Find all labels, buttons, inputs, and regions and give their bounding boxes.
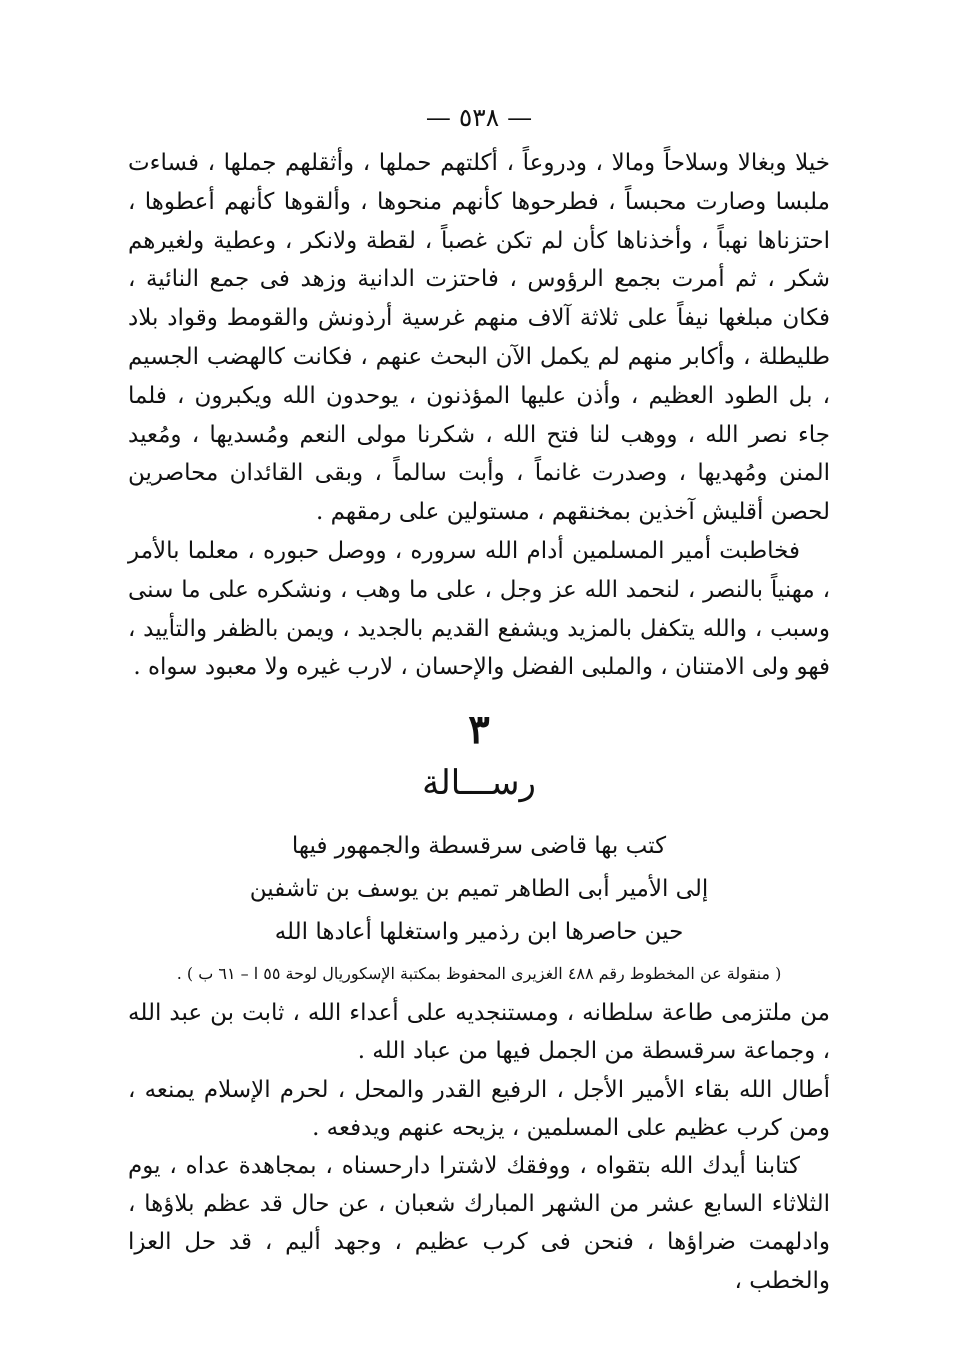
heading-line-3: حين حاصرها ابن رذمير واستغلها أعادها الله	[274, 919, 684, 946]
section-title: رســـالة	[422, 763, 536, 804]
paragraph-2: فخاطبت أمير المسلمين أدام الله سروره ، ووصل حبوره ، معلما بالأمر ، مهنياً بالنصر ، لنحمد الله عز وجل ، على ما وهب ، ونشكره على ما سنى وسبب ، والله يتكفل بالمزيد ويشفع القديم بالجديد ، ويمن بالظفر والتأييد ، فهو ولى الامتنان ، والملبى الفضل والإحسان ، لارب غيره ولا معبود سواه .	[128, 537, 830, 681]
paragraph-1: خيلا وبغالا وسلاحاً ومالا ، ودروعاً ، أكلتهم حملها ، وأثقلهم جملها ، فساءت ملبسا وصارت محبساً ، فطرحوها كأنهم منحوها ، وألقوها كأنهم أعطوها ، احتزناها نهباً ، وأخذناها كأن لم تكن غصباً ، لقطة ولانكر ، وعطية ولغيرهم شكر ، ثم أمرت بجمع الرؤوس ، فاحتزت الدانية وزهد فى جمع النائية ، فكان مبلغها نيفاً على ثلاثة آلاف منهم غرسية أرذونش والقومط وقواد بلاد طليطلة ، وأكابر منهم لم يكمل الآن البحث عنهم ، فكانت كالهضب الجسيم ، بل الطود العظيم ، وأذن عليها المؤذنون ، يوحدون الله ويكبرون ، فلما جاء نصر الله ، ووهب لنا فتح الله ، شكرنا مولى النعم ومُسديها ، ومُعيد المنن ومُهديها ، وصدرت غانماً ، وأبت سالماً ، وبقى القائدان محاصرين لحصن أقليش آخذين بمخنقهم ، مستولين على رمقهم .	[128, 150, 830, 526]
heading-line-1: كتب بها قاضى سرقسطة والجمهور فيها	[291, 833, 667, 860]
source-note: ( منقولة عن المخطوط رقم ٤٨٨ الغزيرى المحفوظ بمكتبة الإسكوريال لوحة ٥٥ ا – ٦١ ب ) .	[176, 964, 782, 984]
letter-paragraph-1: من ملتزمى طاعة سلطانه ، ومستنجديه على أعداء الله ، ثابت بن عبد الله ، وجماعة سرقسطة من الجمل فيها من عباد الله .	[128, 1000, 830, 1065]
top-text-block	[128, 144, 830, 687]
letter-paragraph-3: كتابنا أيدك الله بتقواه ، ووفقك لاشترا دارحسناه ، بمجاهدة عداه ، يوم الثلاثاء السابع عشر من الشهر المبارك شعبان ، عن حال قد عظم بلاؤها ، وادلهمت ضراؤها ، فنحن فى كرب عظيم ، وجهد أليم ، قد حل العزا والخطب ،	[128, 1152, 830, 1294]
letter-body	[128, 994, 830, 1300]
heading-line-2: إلى الأمير أبى الطاهر تميم بن يوسف بن تاشفين	[249, 876, 709, 903]
section-number: ٣	[468, 706, 490, 754]
page-number: — ٥٣٨ —	[425, 103, 533, 132]
letter-heading	[128, 825, 830, 954]
letter-paragraph-2: أطال الله بقاء الأمير الأجل ، الرفيع القدر والمحل ، لحرم الإسلام يمنعه ، ومن كرب عظيم على المسلمين ، يزيحه عنهم ويدفعه .	[128, 1076, 830, 1141]
